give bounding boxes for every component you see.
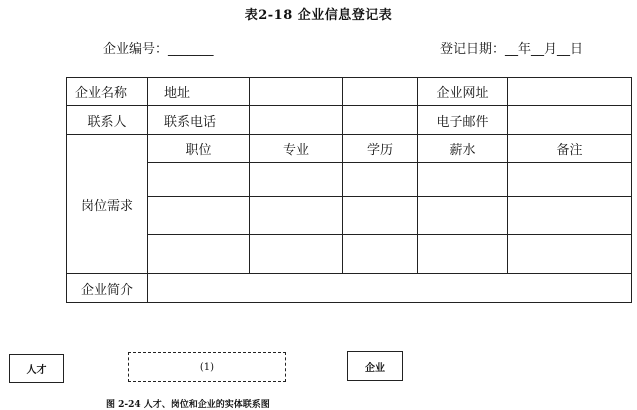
- table-cell: [418, 163, 508, 197]
- contact-person-label: 联系人: [67, 106, 148, 135]
- table-row: [67, 78, 632, 106]
- table-cell: [508, 197, 632, 235]
- position-demand-label: 岗位需求: [67, 135, 148, 274]
- contact-phone-value-cell: [250, 106, 343, 135]
- table-row: [67, 274, 632, 303]
- table-cell: [508, 163, 632, 197]
- table-row: [67, 106, 632, 135]
- table-row: [67, 197, 632, 235]
- column-header-remarks: 备注: [508, 135, 632, 163]
- table-cell: [250, 235, 343, 274]
- company-intro-label: 企业简介: [67, 274, 148, 303]
- company-number-label: 企业编号：: [103, 42, 169, 57]
- relationship-placeholder-box: (1): [128, 352, 286, 382]
- table-cell: [343, 197, 418, 235]
- column-header-major: 专业: [250, 135, 343, 163]
- registration-date-blank: __年__月__日: [505, 42, 584, 57]
- column-header-position: 职位: [148, 135, 250, 163]
- contact-phone-label: 联系电话: [148, 106, 250, 135]
- company-intro-value-cell: [148, 274, 632, 303]
- table-cell: [508, 235, 632, 274]
- registration-date-field: [440, 38, 583, 57]
- address-value-cell-2: [343, 78, 418, 106]
- registration-date-label: 登记日期：: [440, 42, 506, 57]
- website-label: 企业网址: [418, 78, 508, 106]
- talent-entity-box: 人才: [9, 354, 64, 383]
- table-cell: [343, 163, 418, 197]
- column-header-salary: 薪水: [418, 135, 508, 163]
- email-label: 电子邮件: [418, 106, 508, 135]
- table-cell: [343, 235, 418, 274]
- table-row: [67, 135, 632, 163]
- column-header-education: 学历: [343, 135, 418, 163]
- address-label: 地址: [148, 78, 250, 106]
- email-value-cell: [508, 106, 632, 135]
- registration-table: [66, 77, 632, 303]
- figure-caption: 图 2-24 人才、岗位和企业的实体联系图: [106, 400, 270, 410]
- company-name-label: 企业名称: [67, 78, 148, 106]
- company-number-blank: _______: [168, 42, 214, 57]
- table-cell: [418, 197, 508, 235]
- table-row: [67, 163, 632, 197]
- contact-phone-value-cell-2: [343, 106, 418, 135]
- table-cell: [148, 235, 250, 274]
- table-row: [67, 235, 632, 274]
- table-cell: [148, 197, 250, 235]
- table-cell: [418, 235, 508, 274]
- address-value-cell: [250, 78, 343, 106]
- company-number-field: [103, 38, 214, 57]
- table-cell: [250, 163, 343, 197]
- table-cell: [250, 197, 343, 235]
- website-value-cell: [508, 78, 632, 106]
- table-title: 表2-18 企业信息登记表: [244, 8, 393, 23]
- enterprise-entity-box: 企业: [347, 351, 403, 381]
- table-cell: [148, 163, 250, 197]
